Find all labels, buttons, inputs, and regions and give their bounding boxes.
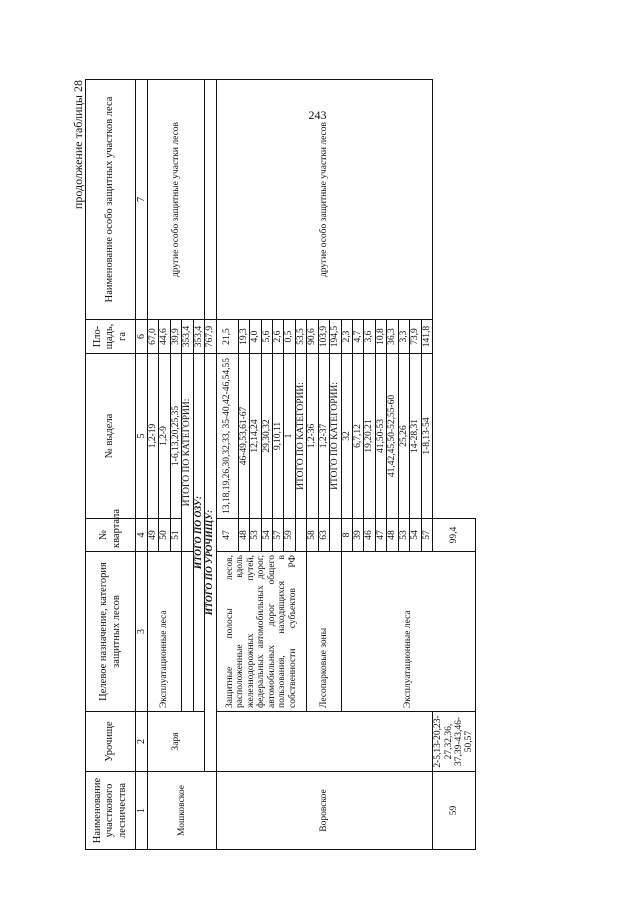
header-object: Наименование особо защитных участков леса — [86, 80, 136, 320]
table-caption: продолжение таблицы 28 — [71, 80, 85, 210]
total-area: 194,5 — [330, 320, 341, 354]
object-cell: другие особо защитные участки лесов — [216, 80, 432, 320]
area-cell: 4,0 — [250, 320, 261, 354]
allotment-cell: 2-5,13-20,23-27,32,36, 37,39-43,46-50,57 — [433, 712, 476, 772]
total-row — [205, 80, 216, 850]
allotment-cell: 1 — [284, 354, 295, 519]
col-num: 2 — [136, 712, 148, 772]
page-number: 243 — [308, 108, 327, 122]
col-num: 1 — [136, 772, 148, 850]
allotment-cell: 13,18,19,26,30,32,33, 35-40,42-46,54,55 — [216, 354, 238, 519]
quarter-cell: 53 — [250, 519, 261, 552]
total-label: ИТОГО ПО КАТЕГОРИИ: — [295, 354, 306, 519]
total-label: ИТОГО ПО КАТЕГОРИИ: — [182, 354, 193, 552]
quarter-cell: 46 — [364, 519, 375, 552]
area-cell: 39,9 — [170, 320, 181, 354]
quarter-cell: 59 — [433, 772, 476, 850]
area-cell: 21,5 — [216, 320, 238, 354]
quarter-cell: 57 — [272, 519, 283, 552]
allotment-cell: 19,20,21 — [364, 354, 375, 519]
area-cell: 90,6 — [307, 320, 318, 354]
quarter-cell: 48 — [387, 519, 398, 552]
quarter-cell: 58 — [307, 519, 318, 552]
allotment-cell: 29,30,32 — [261, 354, 272, 519]
area-cell: 10,8 — [375, 320, 386, 354]
header-purpose: Целевое назначение, категория защитных лесов — [86, 552, 136, 712]
category-cell: Эксплуатационные леса — [148, 552, 182, 712]
unit-vorovskoe: Воровское — [216, 772, 432, 850]
category-cell: Защитные полосы лесов, расположенные вдоль железнодорожных путей, федеральных автомобильных дорог, автомобильных дорог общего пользования, находящихся в собственности субъектов РФ — [216, 552, 307, 712]
quarter-cell: 54 — [261, 519, 272, 552]
header-area: Пло-щадь, га — [86, 320, 136, 354]
total-area: 767,9 — [205, 320, 216, 354]
area-cell: 4,7 — [353, 320, 364, 354]
allotment-cell: 6,7,12 — [353, 354, 364, 519]
col-num: 7 — [136, 80, 148, 320]
header-tract: Урочище — [86, 712, 136, 772]
area-cell: 103,9 — [318, 320, 329, 354]
quarter-cell: 53 — [398, 519, 409, 552]
total-area: 53,5 — [295, 320, 306, 354]
area-cell: 2,3 — [341, 320, 352, 354]
table-row — [148, 80, 159, 850]
area-cell: 67,0 — [148, 320, 159, 354]
column-number-row — [136, 80, 148, 850]
quarter-cell: 8 — [341, 519, 352, 552]
allotment-cell: 9,10,11 — [272, 354, 283, 519]
area-cell: 3,6 — [364, 320, 375, 354]
allotment-cell: 14-28,31 — [410, 354, 421, 519]
area-cell: 5,6 — [261, 320, 272, 354]
table-row — [216, 80, 238, 850]
area-cell: 2,6 — [272, 320, 283, 354]
total-label: ИТОГО ПО УРОЧИЩУ: — [205, 354, 216, 772]
col-num: 6 — [136, 320, 148, 354]
area-cell: 44,6 — [159, 320, 170, 354]
area-cell: 141,8 — [421, 320, 432, 354]
allotment-cell: 12,14,24 — [250, 354, 261, 519]
allotment-cell: 41,50-53 — [375, 354, 386, 519]
area-cell: 19,3 — [238, 320, 249, 354]
quarter-cell: 48 — [238, 519, 249, 552]
col-num: 5 — [136, 354, 148, 519]
quarter-cell: 47 — [375, 519, 386, 552]
quarter-cell: 54 — [410, 519, 421, 552]
object-cell: другие особо защитные участки лесов — [148, 80, 205, 320]
area-cell: 3,3 — [398, 320, 409, 354]
forest-table — [85, 79, 476, 850]
quarter-cell: 49 — [148, 519, 159, 552]
area-cell: 99,4 — [433, 519, 476, 552]
total-label: ИТОГО ПО КАТЕГОРИИ: — [330, 354, 341, 519]
quarter-cell: 59 — [284, 519, 295, 552]
table-row — [433, 80, 476, 850]
quarter-cell: 47 — [216, 519, 238, 552]
col-num: 3 — [136, 552, 148, 712]
area-cell: 36,3 — [387, 320, 398, 354]
unit-moshkovskoe: Мошковское — [148, 772, 217, 850]
quarter-cell: 39 — [353, 519, 364, 552]
quarter-cell: 57 — [421, 519, 432, 552]
allotment-cell: 32 — [341, 354, 352, 519]
allotment-cell: 41,42,45,50-52,55-60 — [387, 354, 398, 519]
allotment-cell: 1,2-19 — [148, 354, 159, 519]
total-area: 353,4 — [182, 320, 193, 354]
tract-zarya: Заря — [148, 712, 205, 772]
rotated-table-page — [71, 80, 525, 850]
header-allotment: № выдела — [86, 354, 136, 519]
area-cell: 73,9 — [410, 320, 421, 354]
header-quarter: № квартала — [86, 519, 136, 552]
category-cell: Эксплуатационные леса — [341, 552, 475, 712]
area-cell: 0,5 — [284, 320, 295, 354]
allotment-cell: 1,2-37 — [318, 354, 329, 519]
total-area: 353,4 — [193, 320, 204, 354]
total-label: ИТОГО ПО ОЗУ: — [193, 354, 204, 712]
quarter-cell: 51 — [170, 519, 181, 552]
allotment-cell: 1,2-36 — [307, 354, 318, 519]
header-unit: Наименование участкового лесничества — [86, 772, 136, 850]
allotment-cell: 1-8,13-54 — [421, 354, 432, 519]
col-num: 4 — [136, 519, 148, 552]
category-cell: Лесопарковые зоны — [307, 552, 341, 712]
allotment-cell: 1,2-9 — [159, 354, 170, 519]
allotment-cell: 25,26 — [398, 354, 409, 519]
allotment-cell: 1-6,13,20,25,35 — [170, 354, 181, 519]
quarter-cell: 63 — [318, 519, 329, 552]
header-row — [86, 80, 136, 850]
allotment-cell: 46-49,53,61-67 — [238, 354, 249, 519]
quarter-cell: 50 — [159, 519, 170, 552]
